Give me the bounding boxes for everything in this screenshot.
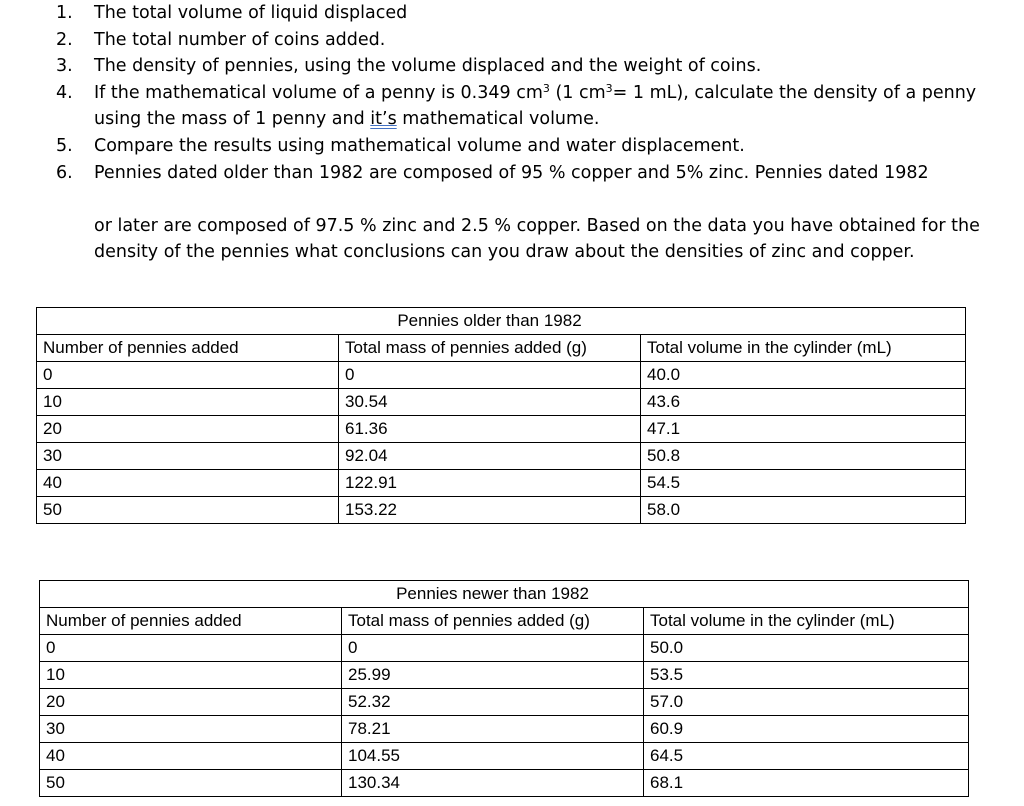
table-cell: 20 [40, 689, 342, 716]
table-row [40, 770, 969, 797]
list-item [56, 27, 986, 54]
table-row [37, 497, 966, 524]
table-cell: 0 [339, 362, 641, 389]
table-row [37, 470, 966, 497]
table-cell: 40.0 [641, 362, 966, 389]
column-header: Number of pennies added [40, 608, 342, 635]
table-cell: 122.91 [339, 470, 641, 497]
table-cell: 68.1 [644, 770, 969, 797]
item-text-end: mathematical volume. [396, 109, 600, 130]
table-row [37, 416, 966, 443]
table-cell: 30 [40, 716, 342, 743]
table-row [40, 635, 969, 662]
table-row [37, 443, 966, 470]
item-number: 4. [56, 82, 73, 103]
item-text: The density of pennies, using the volume displaced and the weight of coins. [94, 56, 762, 77]
list-item [56, 53, 986, 80]
table-cell: 10 [40, 662, 342, 689]
data-table-newer [39, 580, 969, 797]
superscript: 3 [605, 81, 613, 95]
table-cell: 57.0 [644, 689, 969, 716]
column-header: Number of pennies added [37, 335, 339, 362]
data-table-older [36, 307, 966, 524]
paragraph-gap [56, 186, 986, 213]
item-number: 3. [56, 56, 73, 77]
table-cell: 20 [37, 416, 339, 443]
list-item [56, 133, 986, 160]
table-cell: 130.34 [342, 770, 644, 797]
superscript: 3 [542, 81, 550, 95]
table-header-row [40, 608, 969, 635]
table-cell: 58.0 [641, 497, 966, 524]
table-group-header: Pennies older than 1982 [339, 308, 641, 335]
item-number: 2. [56, 29, 73, 50]
list-item [56, 160, 986, 187]
item-text: Pennies dated older than 1982 are composed of 95 % copper and 5% zinc. Pennies dated 1982 [94, 162, 929, 183]
item-text: The total volume of liquid displaced [94, 3, 408, 23]
table-cell: 153.22 [339, 497, 641, 524]
table-group-row [40, 581, 969, 608]
table-cell: 50 [37, 497, 339, 524]
table-cell-empty [641, 308, 966, 335]
table-group-header: Pennies newer than 1982 [342, 581, 644, 608]
table-row [37, 389, 966, 416]
table-row [37, 362, 966, 389]
list-item [56, 80, 986, 133]
table-cell: 50.8 [641, 443, 966, 470]
table-group-row [37, 308, 966, 335]
table-cell: 30.54 [339, 389, 641, 416]
table-cell: 0 [342, 635, 644, 662]
table-cell: 40 [37, 470, 339, 497]
table-header-row [37, 335, 966, 362]
table-cell-empty [37, 308, 339, 335]
column-header: Total volume in the cylinder (mL) [641, 335, 966, 362]
item-continuation: or later are composed of 97.5 % zinc and 2.5 % copper. Based on the data you have obtained for the density of the pennies what conclusions can you draw about the densities of zinc and copper. [94, 215, 980, 263]
item-number: 5. [56, 135, 73, 156]
item-text: Compare the results using mathematical volume and water displacement. [94, 135, 745, 156]
table-cell: 47.1 [641, 416, 966, 443]
table-cell: 50.0 [644, 635, 969, 662]
table-cell: 78.21 [342, 716, 644, 743]
item-text-before: If the mathematical volume of a penny is 0.349 cm [94, 82, 543, 103]
table-cell: 54.5 [641, 470, 966, 497]
table-cell: 10 [37, 389, 339, 416]
table-cell: 0 [37, 362, 339, 389]
item-number: 6. [56, 162, 73, 183]
table-row [40, 743, 969, 770]
table-row [40, 716, 969, 743]
table-cell: 0 [40, 635, 342, 662]
table-cell: 104.55 [342, 743, 644, 770]
list-item [56, 0, 986, 27]
item-text: The total number of coins added. [94, 29, 386, 50]
table-cell: 25.99 [342, 662, 644, 689]
column-header: Total mass of pennies added (g) [342, 608, 644, 635]
table-cell-empty [40, 581, 342, 608]
table-cell: 50 [40, 770, 342, 797]
table-cell: 43.6 [641, 389, 966, 416]
table-cell: 40 [40, 743, 342, 770]
table-cell: 53.5 [644, 662, 969, 689]
table-row [40, 689, 969, 716]
table-cell: 61.36 [339, 416, 641, 443]
table-cell: 64.5 [644, 743, 969, 770]
item-text-after: = 1 mL), calculate the density of a penny using the mass of 1 penny and [94, 82, 977, 130]
table-cell-empty [644, 581, 969, 608]
column-header: Total volume in the cylinder (mL) [644, 608, 969, 635]
column-header: Total mass of pennies added (g) [339, 335, 641, 362]
spellcheck-underlined-word: it’s [370, 109, 397, 130]
instruction-list [56, 0, 986, 266]
table-cell: 92.04 [339, 443, 641, 470]
item-text-mid: (1 cm [549, 82, 606, 103]
table-cell: 52.32 [342, 689, 644, 716]
table-row [40, 662, 969, 689]
item-number: 1. [56, 3, 73, 23]
table-cell: 30 [37, 443, 339, 470]
table-cell: 60.9 [644, 716, 969, 743]
